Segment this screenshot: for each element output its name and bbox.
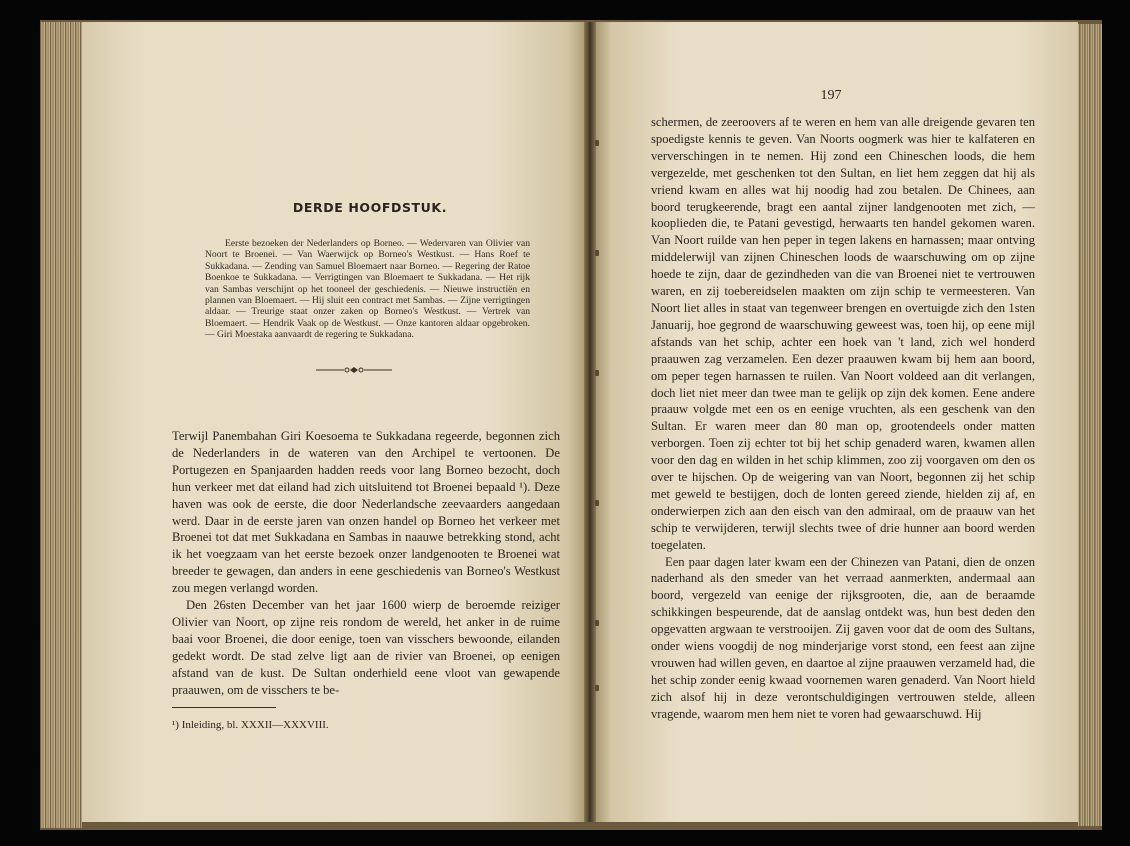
paragraph: schermen, de zeeroovers af te weren en hem van alle dreigende gevaren ten spoedigste kennis te geven. Van Noorts oogmerk was hier te kalfateren en ververschingen in te nemen. Hij zond een Chineschen loods, die hem vergezelde, met geschenken tot den Sultan, en liet hem zeggen dat hij als vriend kwam en alles wat hij noodig had zou betalen. De Chinees, aan boord terugkeerende, bragt een aantal zijner landgenooten met zich, — kooplieden die, te Patani gevestigd, herwaarts ten handel gekomen waren. Van Noort ruilde van hen peper in tegen lakens en harnassen; maar ontving middelerwijl van zijnen Chineschen loods de waarschuwing om op zijne hoede te zijn, daar de gezindheden van die van Broenei niet te vertrouwen waren, en zij toebereidselen maakten om zijn schip te vermeesteren. Van Noort liet alles in staat van tegenweer brengen en overtuigde zich den 1sten Januarij, hoe gegrond de waarschuwing geweest was, toen hij, op eene mijl afstands van het schip, achter een hoek van 't land, zich wel honderd praauwen zag verzamelen. Een dezer praauwen kwam bij hem aan boord, om peper tegen harnassen te ruilen. Van Noort voldeed aan dit verlangen, doch liet niet meer dan twee man te gelijk op zijn dek komen. Eene andere praauw volgde met een os en eenige vruchten, als een geschenk van den Sultan. Er waren meer dan 80 man op, grootendeels onder matten verborgen. Toen zij echter tot bij het schip genaderd waren, kwamen allen voor den dag en wilden in het schip klimmen, zoo zij voorgaven om den os over te hijschen. Op de weigering van van Noort, begonnen zij het schip met geweld te bestijgen, doch de lonten gereed ziende, hielden zij af, en onderwierpen zich aan den eisch van den admiraal, om de praauw van het schip te verwijderen, terwijl slechts twee of drie hunner aan boord werden toegelaten.	[651, 115, 1035, 552]
chapter-title: DERDE HOOFDSTUK.	[292, 200, 448, 215]
page-edges-left	[40, 22, 82, 828]
footnote-rule	[172, 707, 276, 708]
ornament-divider	[316, 365, 392, 375]
footnote: ¹) Inleiding, bl. XXXII—XXXVIII.	[172, 719, 329, 731]
chapter-summary: Eerste bezoeken der Nederlanders op Borneo. — Wedervaren van Olivier van Noort te Broenei. — Van Waerwijck op Borneo's Westkust. — Hans Roef te Sukkadana. — Zending van Samuel Bloemaert naar Borneo. — Regering der Ratoe Boenkoe te Sukkadana. — Verrigtingen van Bloemaert te Sukkadana. — Het rijk van Sambas verschijnt op het tooneel der geschiedenis. — Nieuwe instructiën en plannen van Bloemaert. — Hij sluit een contract met Sambas. — Zijne verrigtingen aldaar. — Treurige staat onzer zaken op Borneo's Westkust. — Vertrek van Bloemaert. — Hendrik Vaak op de Westkust. — Onze kantoren aldaar opgebroken. — Giri Moestaka aanvaardt de regering te Sukkadana.	[205, 238, 530, 341]
paragraph: Den 26sten December van het jaar 1600 wierp de beroemde reiziger Olivier van Noort, op zijne reis rondom de wereld, het anker in de ruime baai voor Broenei, die door eenige, toen van visschers bewoonde, eilanden gedekt wordt. De stad zelve ligt aan de rivier van Broenei, op eenigen afstand van de kust. De Sultan onderhield eene vloot van gewapende praauwen, om de visschers te be-	[172, 598, 560, 697]
page-edges-right	[1078, 24, 1102, 826]
binding-marks	[595, 140, 601, 690]
left-body-text	[172, 428, 560, 699]
left-page	[82, 22, 588, 822]
right-body-text	[651, 114, 1035, 723]
paragraph: Terwijl Panembahan Giri Koesoema te Sukkadana regeerde, begonnen zich de Nederlanders in de wateren van den Archipel te vertoonen. De Portugezen en Spanjaarden hadden reeds voor lang Borneo bezocht, doch hun verkeer met dat eiland had zich uitsluitend tot Broenei bepaald ¹). Deze haven was ook de eerste, die door Nederlandsche zeevaarders aangedaan werd. Daar in de eerste jaren van onzen handel op Borneo het verkeer met Broenei tot dat met Sukkadana en Sambas in naauwe betrekking stond, acht ik het voegzaam van het eerste bezoek onzer landgenooten te Broenei wat breeder te gewagen, dan anders in eene geschiedenis van Borneo's Westkust zou megen verlangd worden.	[172, 429, 560, 596]
paragraph: Een paar dagen later kwam een der Chinezen van Patani, dien de onzen naderhand als den smeder van het verraad aanmerkten, andermaal aan boord, vergezeld van eenige der rijksgrooten, die, aan de beraamde schikkingen bespeurende, dat de aanslag ontdekt was, hun best deden den opgevatten argwaan te verstrooijen. Zij gaven voor dat de oom des Sultans, onder wiens voogdij de nog minderjarige vorst stond, een feest aan zijne vrouwen had willen geven, en daartoe al zijne praauwen verzameld had, die het schip zonder eenig kwaad voornemen waren genaderd. Van Noort hield zich alsof hij in deze verontschuldigingen vertrouwen stelde, alleen vragende, waarom men hem niet te voren had gewaarschuwd. Hij	[651, 554, 1035, 721]
page-number: 197	[820, 88, 842, 103]
